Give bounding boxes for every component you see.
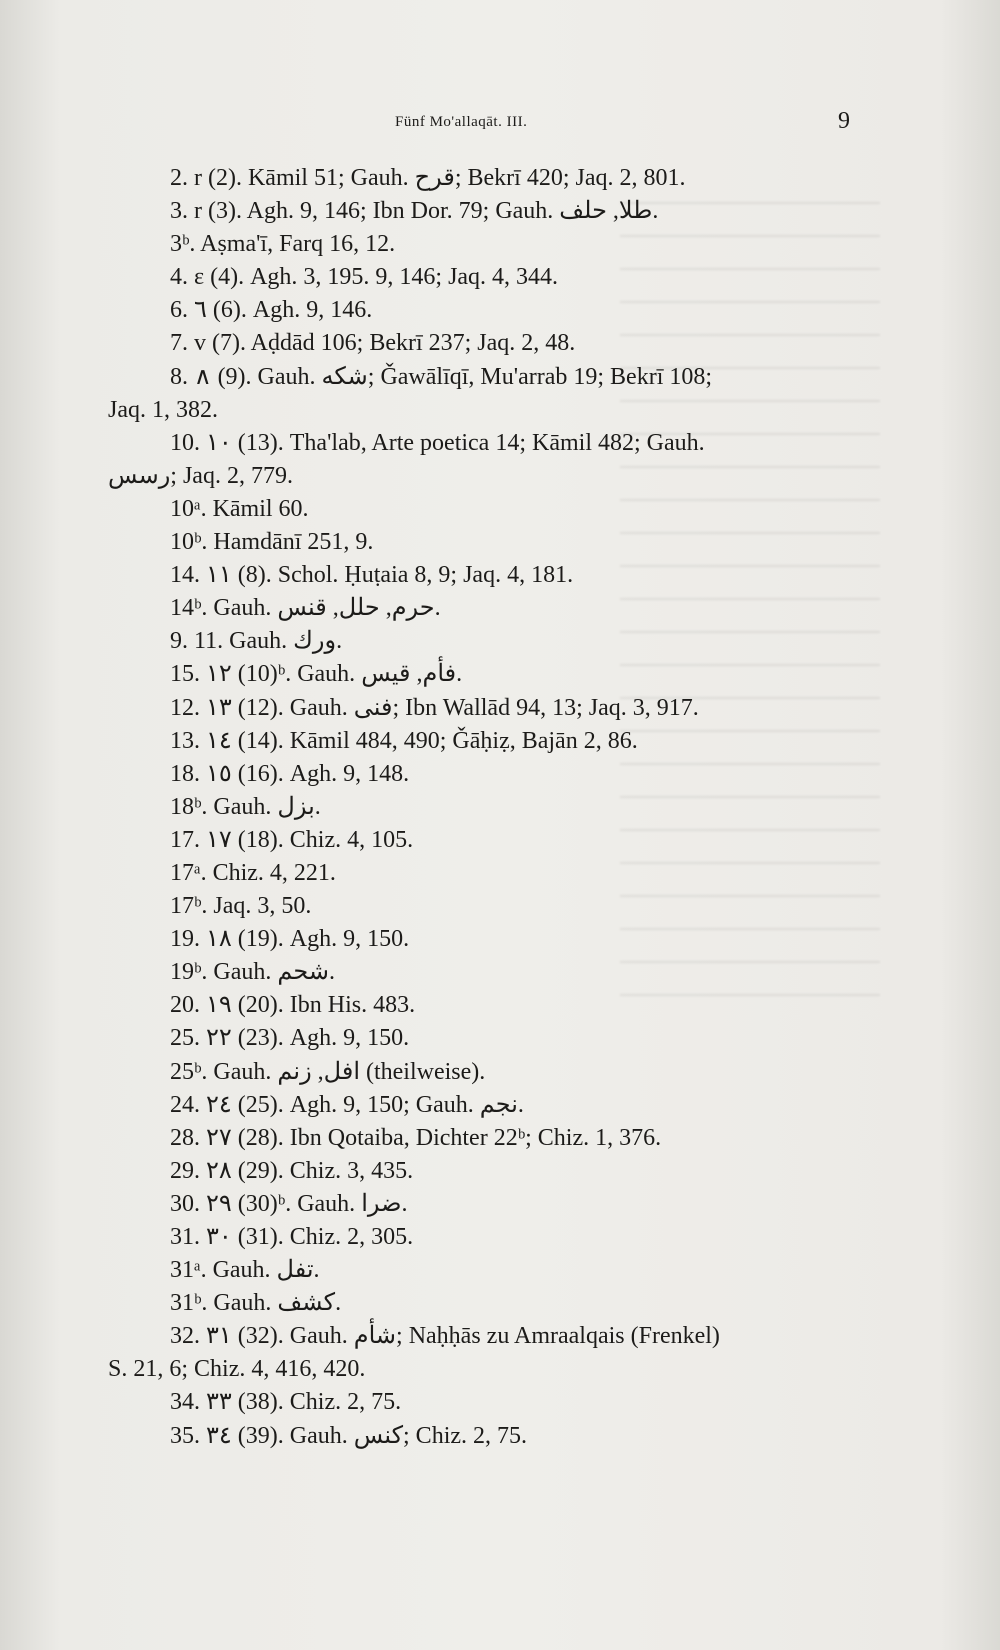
list-item: 13. ١٤ (14). Kāmil 484, 490; Ǧāḥiẓ, Bajān 2, 86. — [170, 727, 638, 754]
list-item: 2. r (2). Kāmil 51; Gauh. قرح; Bekrī 420; Jaq. 2, 801. — [170, 165, 686, 191]
list-item: 17ᵇ. Jaq. 3, 50. — [170, 893, 312, 920]
list-item-continuation: رسس; Jaq. 2, 779. — [108, 462, 293, 489]
running-head: Fünf Mo'allaqāt. III. — [395, 114, 528, 130]
list-item: 3. r (3). Agh. 9, 146; Ibn Dor. 79; Gauh. طلا, حلف. — [170, 198, 659, 225]
list-item: 12. ١٣ (12). Gauh. فنى; Ibn Wallād 94, 13; Jaq. 3, 917. — [170, 694, 699, 721]
list-item: 25ᵇ. Gauh. افل, زنم (theilweise). — [170, 1058, 486, 1085]
list-item: 25. ٢٢ (23). Agh. 9, 150. — [170, 1025, 410, 1052]
page-header — [0, 108, 1000, 138]
list-item: 30. ٢٩ (30)ᵇ. Gauh. ضرا. — [170, 1190, 408, 1217]
list-item: 10ᵇ. Hamdānī 251, 9. — [170, 529, 374, 556]
list-item: 15. ١٢ (10)ᵇ. Gauh. فأم, قيس. — [170, 661, 463, 688]
list-item: 24. ٢٤ (25). Agh. 9, 150; Gauh. نجم. — [170, 1091, 524, 1118]
reference-list — [108, 162, 860, 1453]
list-item: 19. ١٨ (19). Agh. 9, 150. — [170, 926, 410, 953]
list-item: 9. 11. Gauh. ورك. — [170, 628, 343, 655]
list-item: 7. v (7). Aḍdād 106; Bekrī 237; Jaq. 2, 48. — [170, 330, 576, 357]
list-item: 19ᵇ. Gauh. شحم. — [170, 959, 335, 986]
list-item: 18ᵇ. Gauh. بزل. — [170, 793, 321, 820]
list-item: 8. ∧ (9). Gauh. شكه; Ǧawālīqī, Mu'arrab 19; Bekrī 108; — [170, 363, 713, 390]
list-item: 10. ١٠ (13). Tha'lab, Arte poetica 14; Kāmil 482; Gauh. — [170, 429, 705, 456]
list-item: 32. ٣١ (32). Gauh. شأم; Naḥḥās zu Amraalqais (Frenkel) — [170, 1323, 720, 1350]
list-item-continuation: Jaq. 1, 382. — [108, 396, 218, 423]
list-item: 31ᵃ. Gauh. تفل. — [170, 1257, 320, 1284]
page-number: 9 — [838, 108, 850, 134]
list-item: 29. ٢٨ (29). Chiz. 3, 435. — [170, 1157, 414, 1184]
list-item: 31. ٣٠ (31). Chiz. 2, 305. — [170, 1224, 414, 1250]
list-item: 4. ε (4). Agh. 3, 195. 9, 146; Jaq. 4, 344. — [170, 264, 559, 291]
list-item: 14ᵇ. Gauh. حرم, حلل, قنس. — [170, 595, 441, 622]
list-item: 28. ٢٧ (28). Ibn Qotaiba, Dichter 22ᵇ; Chiz. 1, 376. — [170, 1124, 662, 1151]
list-item: 18. ١٥ (16). Agh. 9, 148. — [170, 760, 410, 787]
list-item: 35. ٣٤ (39). Gauh. كنس; Chiz. 2, 75. — [170, 1422, 528, 1449]
list-item-continuation: S. 21, 6; Chiz. 4, 416, 420. — [108, 1356, 366, 1383]
list-item: 31ᵇ. Gauh. كشف. — [170, 1290, 342, 1317]
list-item: 3ᵇ. Aṣma'ī, Farq 16, 12. — [170, 231, 396, 258]
list-item: 17ᵃ. Chiz. 4, 221. — [170, 859, 336, 886]
list-item: 10ᵃ. Kāmil 60. — [170, 495, 309, 522]
list-item: 6. ٦ (6). Agh. 9, 146. — [170, 297, 373, 324]
list-item: 20. ١٩ (20). Ibn His. 483. — [170, 992, 416, 1019]
list-item: 17. ١٧ (18). Chiz. 4, 105. — [170, 826, 414, 853]
list-item: 14. ١١ (8). Schol. Ḥuṭaia 8, 9; Jaq. 4, 181. — [170, 562, 574, 589]
list-item: 34. ٣٣ (38). Chiz. 2, 75. — [170, 1389, 402, 1416]
